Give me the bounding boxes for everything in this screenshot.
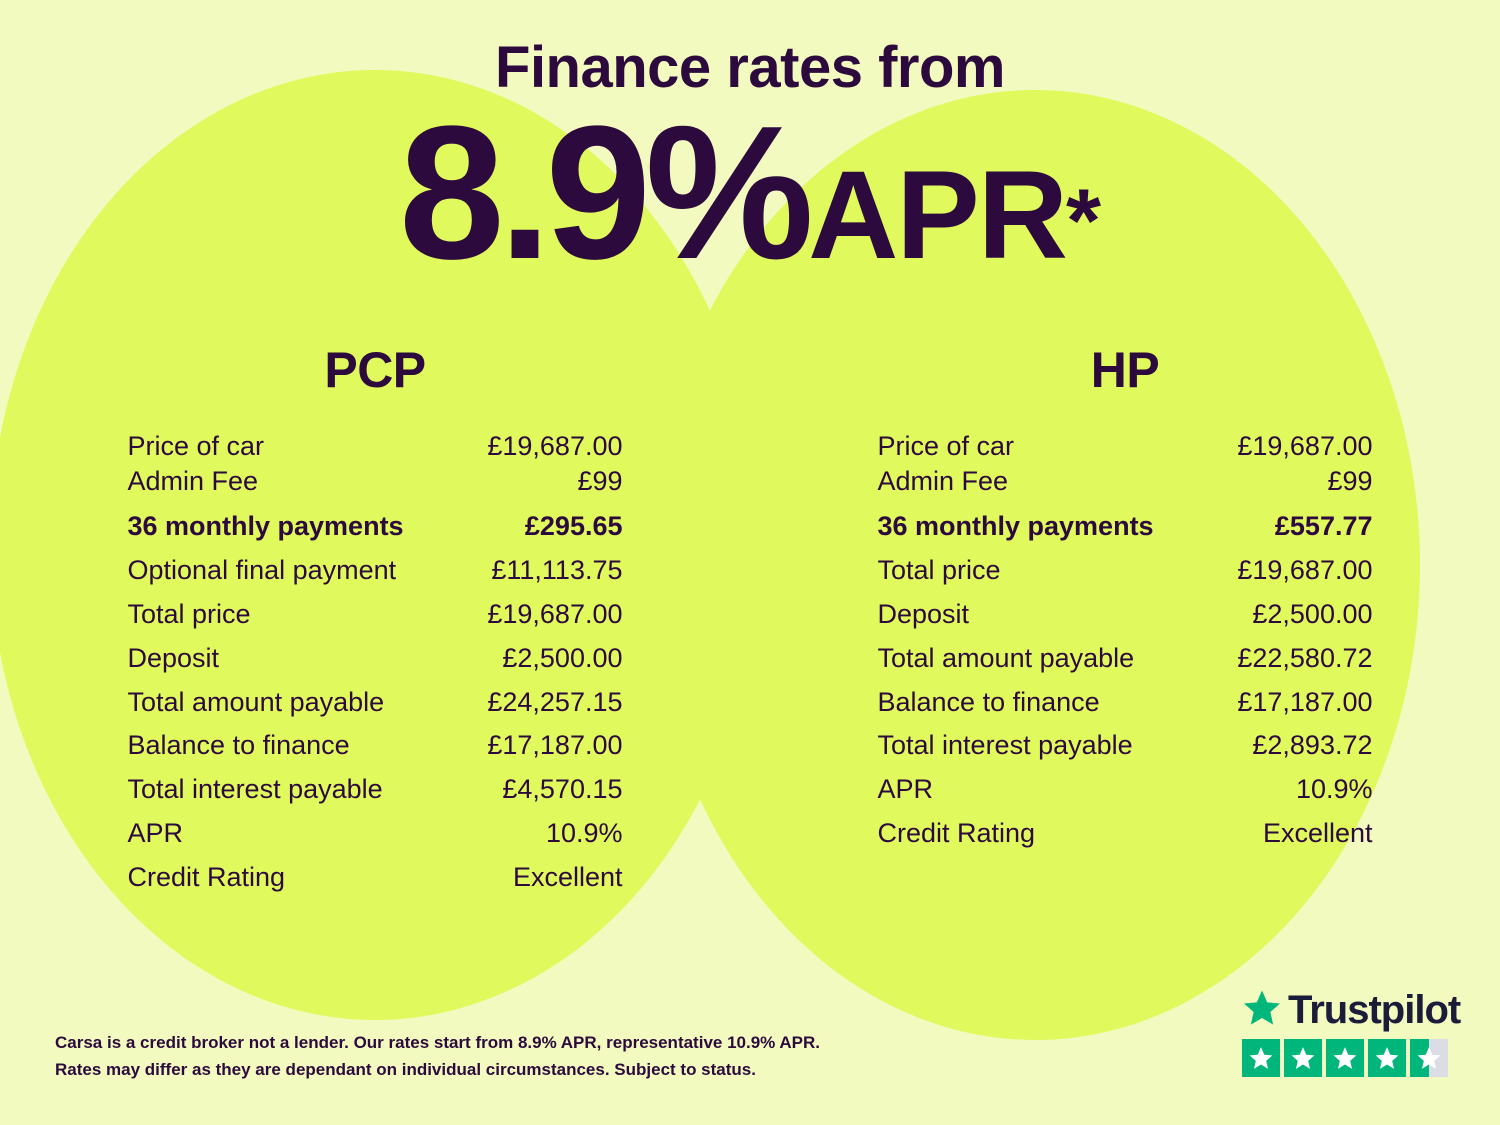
row-value: 10.9% [1295,774,1373,805]
headline-rate [0,86,1500,299]
row-label: Total price [877,555,1001,586]
table-row [878,464,1373,499]
row-value: £17,187.00 [487,730,623,761]
star-icon [1326,1039,1364,1077]
row-value: £2,893.72 [1252,730,1373,761]
row-value: £17,187.00 [1237,686,1373,717]
row-value: £11,113.75 [491,555,623,586]
table-row-highlight [128,500,623,550]
row-label: Total interest payable [127,774,383,805]
table-row [878,812,1373,856]
column-title-pcp: PCP [324,342,426,399]
row-value: £24,257.15 [487,686,623,717]
pcp-rows [128,429,623,899]
disclaimer [55,1029,820,1083]
row-value: £19,687.00 [487,431,623,462]
row-label: Total amount payable [127,686,385,717]
table-row [128,637,623,681]
row-value: £99 [577,466,623,497]
row-label: 36 monthly payments [127,510,404,541]
trustpilot-logo [1242,988,1461,1033]
table-row [128,724,623,768]
row-label: Credit Rating [877,817,1036,848]
trustpilot-wordmark: Trustpilot [1288,988,1461,1032]
column-title-hp: HP [1090,342,1160,399]
trustpilot-rating [1242,988,1461,1077]
row-value: £4,570.15 [502,774,623,805]
row-value: £2,500.00 [1252,599,1373,630]
table-row [128,593,623,637]
row-label: 36 monthly payments [877,510,1154,541]
table-row [128,549,623,593]
finance-columns [0,341,1500,899]
row-label: Balance to finance [127,730,350,761]
table-row [878,429,1373,464]
table-row [878,593,1373,637]
table-row [128,856,623,900]
row-label: Total price [127,599,251,630]
table-row [878,637,1373,681]
row-value: £19,687.00 [1237,555,1373,586]
star-icon [1242,1039,1280,1077]
star-icon [1242,988,1282,1033]
row-value: £2,500.00 [502,642,623,673]
finance-column-hp [750,341,1500,899]
star-icon [1368,1039,1406,1077]
disclaimer-line-1: Carsa is a credit broker not a lender. Our rates start from 8.9% APR, representative 10.9% APR. [55,1032,820,1052]
table-row-highlight [878,500,1373,550]
table-row [128,768,623,812]
row-value: £19,687.00 [487,599,623,630]
row-label: APR [127,817,184,848]
star-icon [1284,1039,1322,1077]
table-row [878,724,1373,768]
row-label: Total amount payable [877,642,1135,673]
row-label: Total interest payable [877,730,1133,761]
rate-number: 8.9% [398,86,809,299]
row-value: Excellent [512,861,623,892]
row-label: Price of car [877,431,1015,462]
rate-apr-label: APR [808,145,1066,285]
row-value: £19,687.00 [1237,431,1373,462]
table-row [128,812,623,856]
star-half-icon [1410,1039,1448,1077]
row-value: £99 [1327,466,1373,497]
table-row [128,464,623,499]
finance-column-pcp [0,341,750,899]
disclaimer-line-2: Rates may differ as they are dependant on individual circumstances. Subject to status. [55,1059,756,1079]
table-row [128,429,623,464]
row-label: Deposit [877,599,970,630]
table-row [878,768,1373,812]
row-label: Admin Fee [877,466,1009,497]
row-label: Optional final payment [127,555,397,586]
rate-asterisk: * [1065,171,1102,272]
row-value: £22,580.72 [1237,642,1373,673]
page-title: Finance rates from [495,35,1005,100]
row-value: Excellent [1262,817,1373,848]
table-row [878,549,1373,593]
trustpilot-stars [1242,1039,1452,1077]
row-value: £295.65 [524,510,623,541]
hp-rows [878,429,1373,855]
row-value: 10.9% [545,817,623,848]
row-label: Admin Fee [127,466,259,497]
row-label: Credit Rating [127,861,286,892]
row-label: Balance to finance [877,686,1100,717]
table-row [878,681,1373,725]
row-value: £557.77 [1274,510,1373,541]
row-label: APR [877,774,934,805]
row-label: Deposit [127,642,220,673]
row-label: Price of car [127,431,265,462]
table-row [128,681,623,725]
